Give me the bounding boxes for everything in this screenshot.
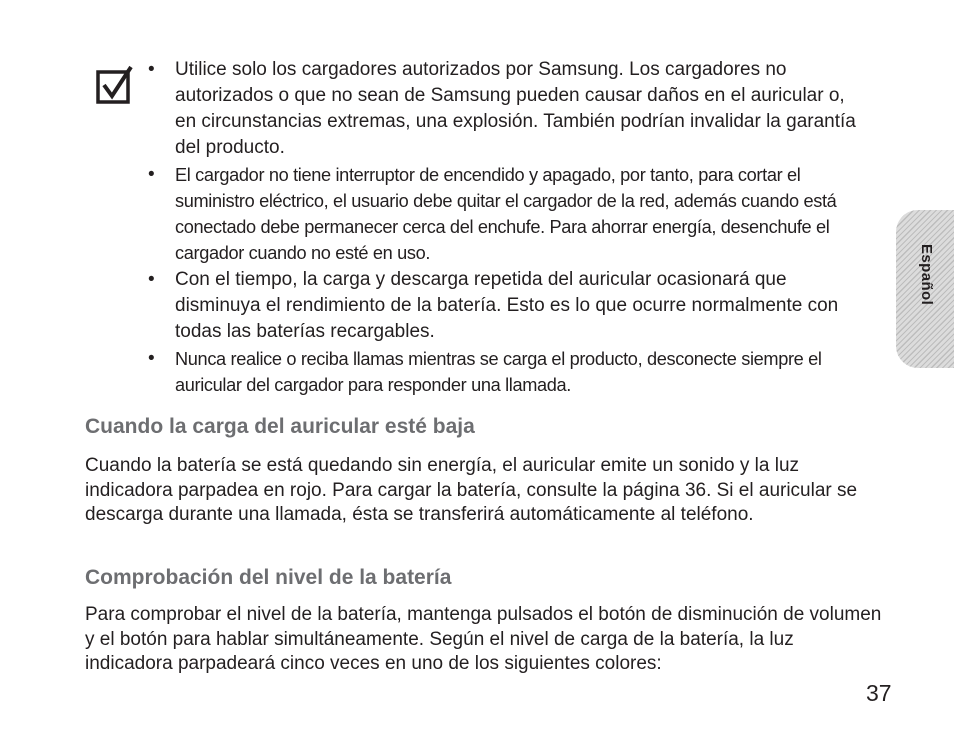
bullet-icon: • [148,348,155,369]
section-heading-low-battery: Cuando la carga del auricular esté baja [85,415,475,438]
language-side-tab [896,210,954,368]
section-body-low-battery: Cuando la batería se está quedando sin energía, el auricular emite un sonido y la luz indicadora parpadea en rojo. Para cargar la batería, consulte la página 36. Si el auricular se descarga durante una llamada, ésta se transferirá automáticamente al teléfono. [85,455,858,525]
note-text: Utilice solo los cargadores autorizados por Samsung. Los cargadores no autorizados o que no sean de Samsung pueden causar daños en el auricular o, en circunstancias extremas, una explosión. También podrían invalidar la garantía del producto. [175,59,856,158]
note-text: Nunca realice o reciba llamas mientras se carga el producto, desconecte siempre el auricular del cargador para responder una llamada. [175,349,822,395]
note-text: El cargador no tiene interruptor de encendido y apagado, por tanto, para cortar el suministro eléctrico, el usuario debe quitar el cargador de la red, además cuando está conectado debe permanecer cerca del enchufe. Para ahorrar energía, desenchufe el cargador cuando no esté en uso. [175,165,837,263]
note-item [148,162,868,266]
note-text: Con el tiempo, la carga y descarga repetida del auricular ocasionará que disminuya el rendimiento de la batería. Esto es lo que ocurre normalmente con todas las baterías recargables. [175,269,839,342]
note-item [148,267,868,345]
language-tab-label: Español [918,244,935,306]
bullet-icon: • [148,269,155,290]
section-body-battery-level: Para comprobar el nivel de la batería, mantenga pulsados el botón de disminución de volumen y el botón para hablar simultáneamente. Según el nivel de carga de la batería, la luz indicadora parpadeará cinco veces en uno de los siguientes colores: [85,604,882,674]
note-item [148,57,868,161]
note-item [148,346,868,398]
bullet-icon: • [148,164,155,185]
note-list [148,57,868,399]
section-heading-battery-level: Comprobación del nivel de la batería [85,566,452,589]
page-number: 37 [866,680,892,706]
bullet-icon: • [148,59,155,80]
checkbox-note-icon [96,65,136,105]
